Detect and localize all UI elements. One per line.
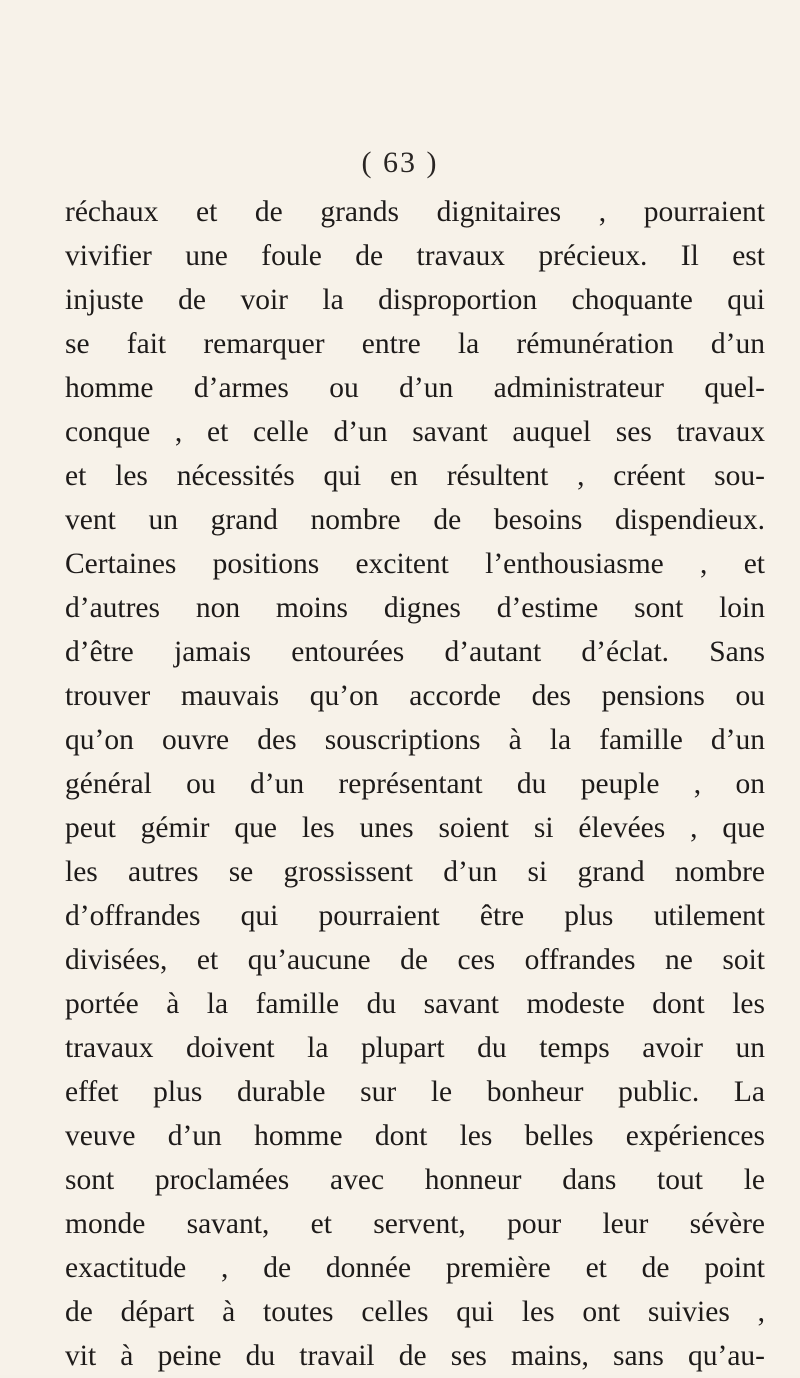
- text-line: trouver mauvais qu’on accorde des pensions ou: [65, 680, 765, 712]
- text-line: peut gémir que les unes soient si élevées , que: [65, 812, 765, 844]
- text-line: vivifier une foule de travaux précieux. Il est: [65, 240, 765, 272]
- text-line: vent un grand nombre de besoins dispendieux.: [65, 504, 765, 536]
- text-line: d’offrandes qui pourraient être plus utilement: [65, 900, 765, 932]
- text-line: travaux doivent la plupart du temps avoir un: [65, 1032, 765, 1064]
- text-line: réchaux et de grands dignitaires , pourraient: [65, 196, 765, 228]
- text-line: d’autres non moins dignes d’estime sont loin: [65, 592, 765, 624]
- text-line: de départ à toutes celles qui les ont suivies ,: [65, 1296, 765, 1328]
- text-line: d’être jamais entourées d’autant d’éclat. Sans: [65, 636, 765, 668]
- text-line: se fait remarquer entre la rémunération d’un: [65, 328, 765, 360]
- text-line: qu’on ouvre des souscriptions à la famille d’un: [65, 724, 765, 756]
- page-number: ( 63 ): [361, 146, 439, 179]
- text-line: général ou d’un représentant du peuple , on: [65, 768, 765, 800]
- text-line: sont proclamées avec honneur dans tout le: [65, 1164, 765, 1196]
- text-line: et les nécessités qui en résultent , créent sou-: [65, 460, 765, 492]
- text-line: effet plus durable sur le bonheur public. La: [65, 1076, 765, 1108]
- text-line: monde savant, et servent, pour leur sévère: [65, 1208, 765, 1240]
- text-line: injuste de voir la disproportion choquante qui: [65, 284, 765, 316]
- text-line: exactitude , de donnée première et de point: [65, 1252, 765, 1284]
- text-line: veuve d’un homme dont les belles expériences: [65, 1120, 765, 1152]
- text-line: divisées, et qu’aucune de ces offrandes ne soit: [65, 944, 765, 976]
- text-line: les autres se grossissent d’un si grand nombre: [65, 856, 765, 888]
- text-line: Certaines positions excitent l’enthousiasme , et: [65, 548, 765, 580]
- text-line: vit à peine du travail de ses mains, sans qu’au-: [65, 1340, 765, 1372]
- text-line: homme d’armes ou d’un administrateur quel-: [65, 372, 765, 404]
- body-text: [65, 190, 765, 1378]
- text-line: portée à la famille du savant modeste dont les: [65, 988, 765, 1020]
- text-line: conque , et celle d’un savant auquel ses travaux: [65, 416, 765, 448]
